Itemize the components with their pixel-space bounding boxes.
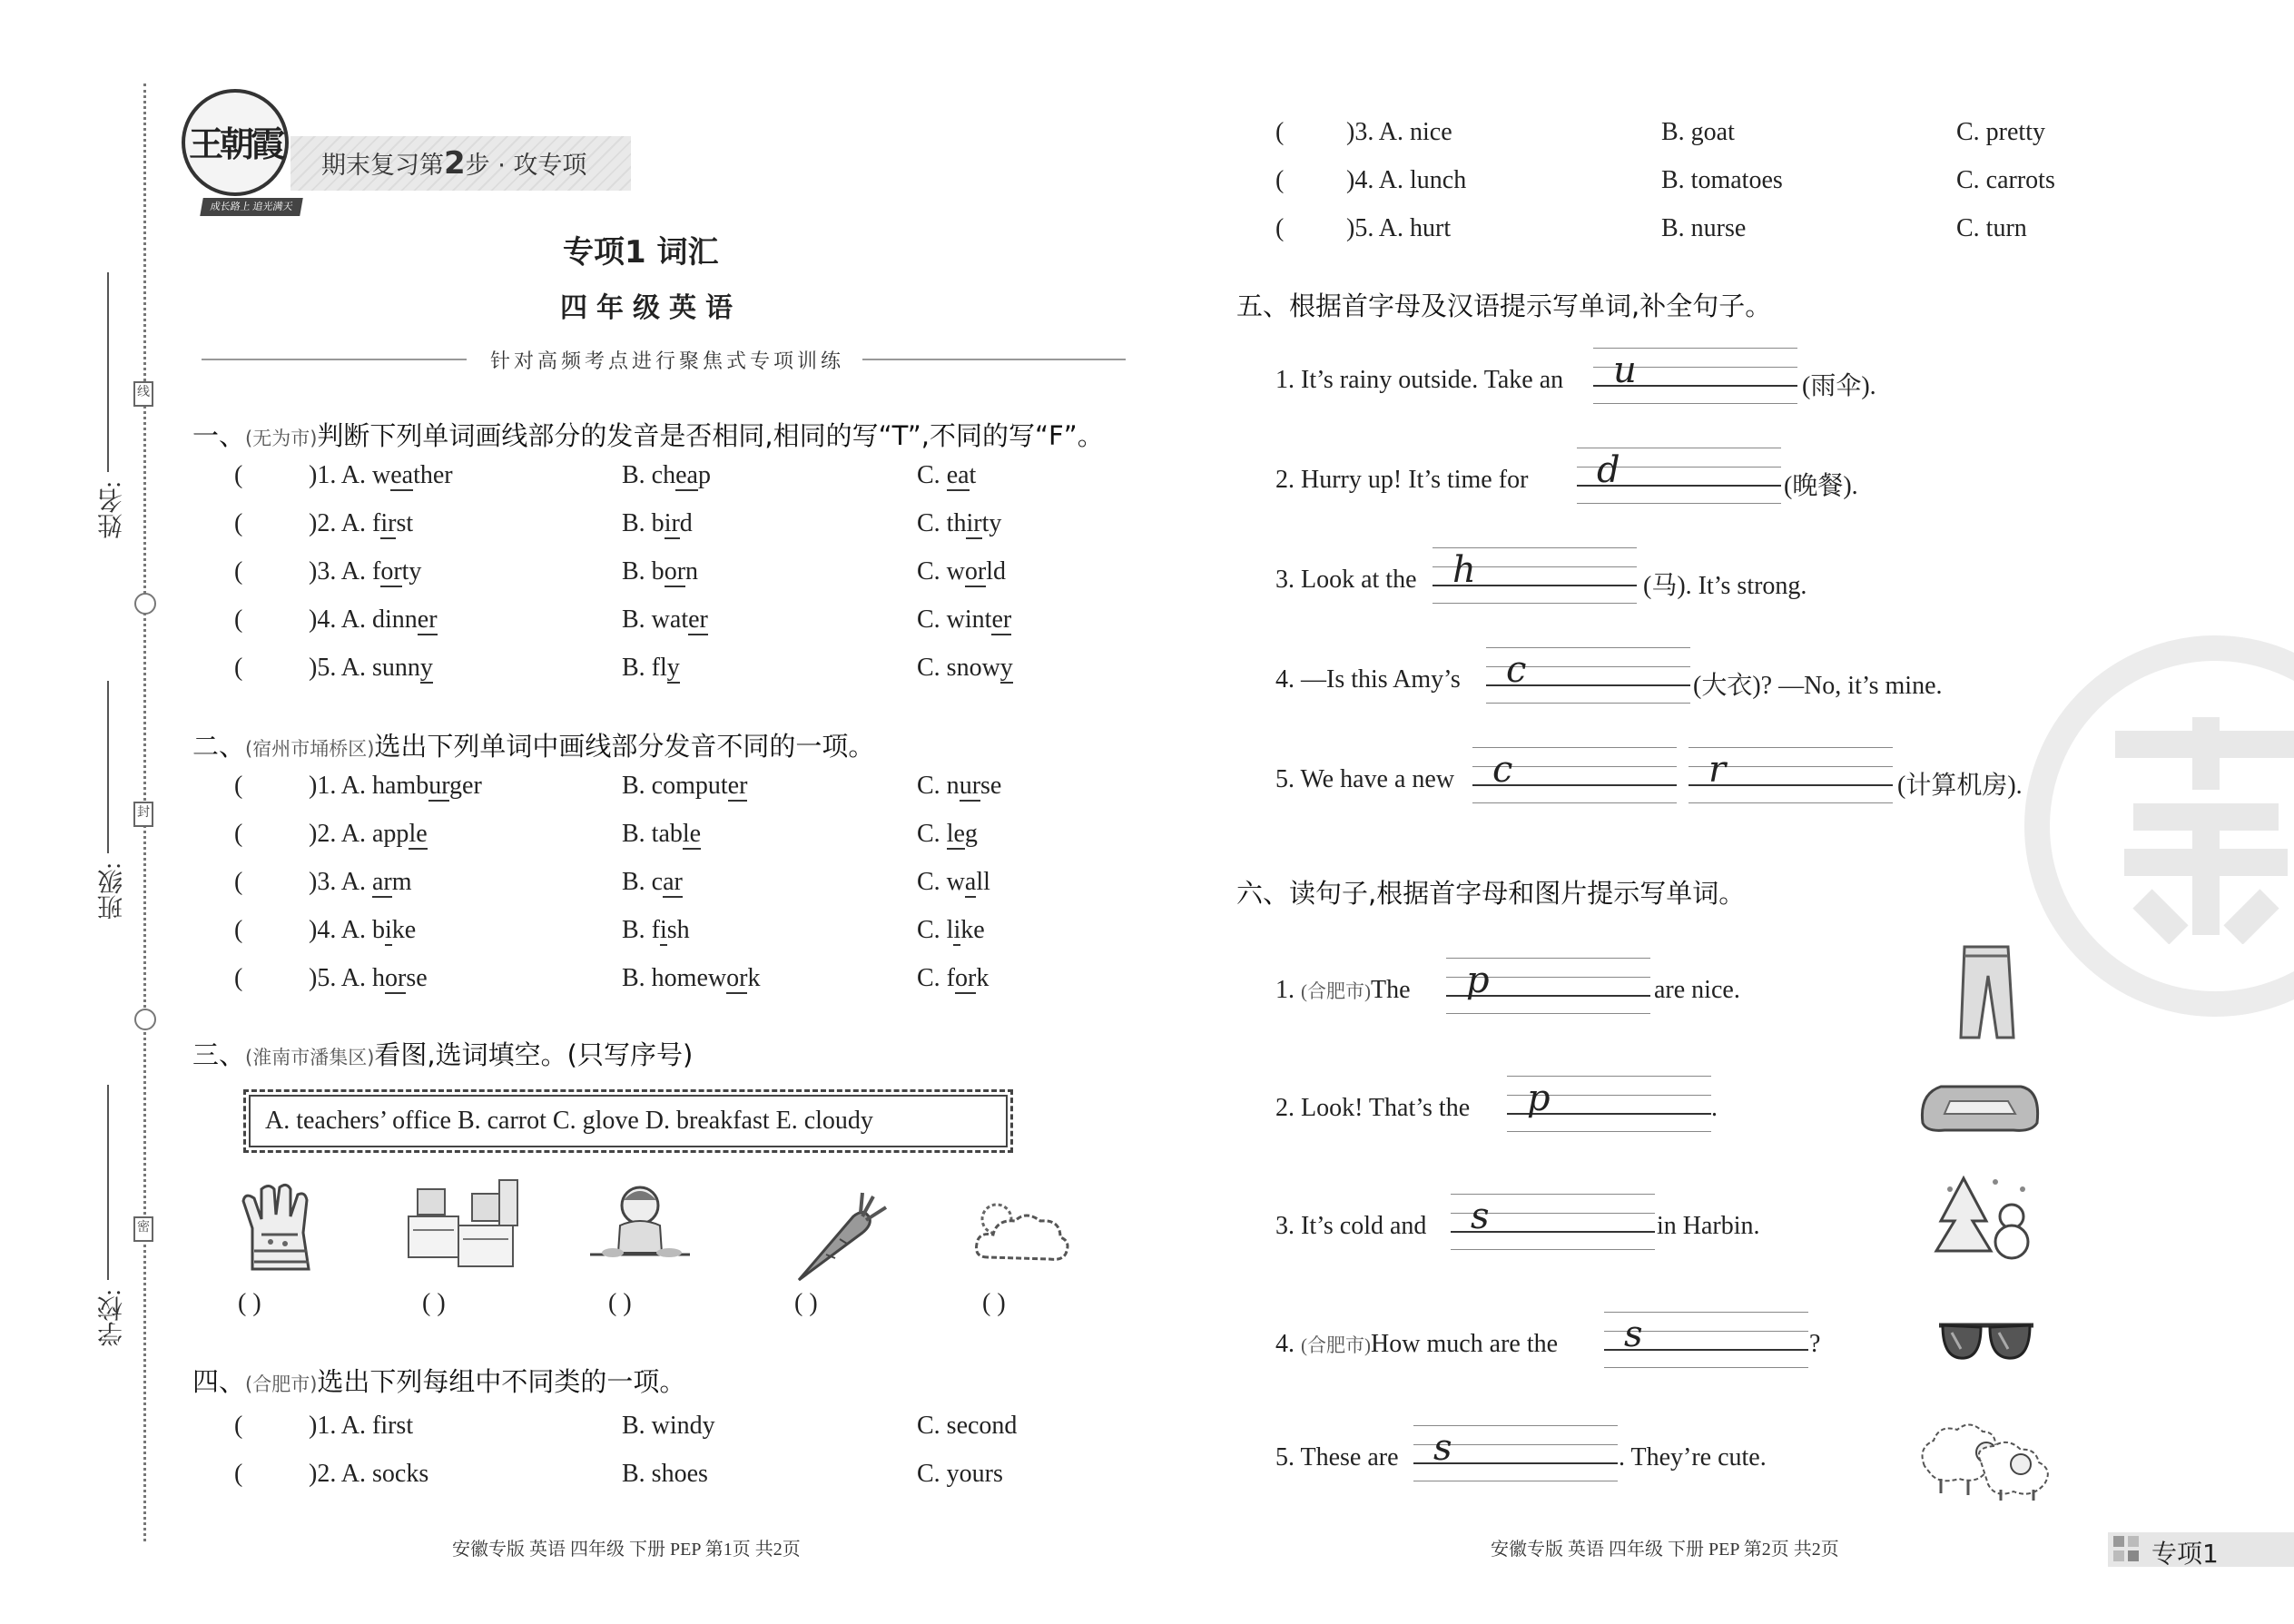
initial-letter: s — [1433, 1427, 1452, 1469]
sentence-text — [1275, 1212, 1426, 1241]
banner-text: 期末复习第2步 · 攻专项 — [321, 145, 587, 182]
question-number: )2. A. — [309, 820, 372, 848]
word-part: C. — [917, 820, 947, 848]
question-number: )1. A. — [309, 772, 372, 800]
word-part: ty — [401, 557, 422, 586]
sentence-start: 1. — [1275, 976, 1301, 1004]
initial-letter: p — [1527, 1078, 1551, 1119]
word-part: B. b — [622, 509, 665, 537]
underlined-letters: or — [380, 557, 402, 586]
corner-pattern-icon — [2113, 1536, 2144, 1563]
sentence-text: 2. Hurry up! It’s time for — [1275, 466, 1529, 494]
option-a: )1. A. first — [309, 1412, 414, 1440]
divider — [862, 359, 1126, 360]
option-a — [309, 461, 453, 490]
word-part: se — [980, 772, 1002, 800]
option-c — [917, 509, 1001, 538]
option-b — [622, 916, 690, 945]
word-part: C. f — [917, 964, 955, 992]
underlined-letters: or — [955, 964, 977, 992]
binding-hole — [134, 593, 156, 615]
word-part: C. w — [917, 557, 965, 586]
word-part: ger — [449, 772, 482, 800]
word-part: dinn — [372, 605, 418, 634]
source-tag: (合肥市) — [1301, 1334, 1371, 1356]
plate-picture — [1914, 1076, 2045, 1139]
word-part: C. l — [917, 916, 954, 944]
option-c: C. second — [917, 1412, 1018, 1440]
sentence-start: 2. Look! That’s the — [1275, 1094, 1471, 1122]
initial-letter: s — [1471, 1196, 1490, 1237]
section-2-heading: 二、(宿州市埇桥区)选出下列单词中画线部分发音不同的一项。 — [192, 731, 875, 762]
underlined-letters: y — [999, 654, 1013, 682]
footer-left: 安徽专版 英语 四年级 下册 PEP 第1页 共2页 — [452, 1540, 801, 1560]
option-c: C. carrots — [1956, 166, 2055, 194]
word-part: n — [685, 557, 699, 586]
answer-paren[interactable]: ( — [234, 1460, 281, 1488]
initial-letter: c — [1492, 749, 1513, 791]
answer-paren[interactable]: ( — [234, 772, 281, 800]
option-a: )5. A. hurt — [1346, 214, 1452, 242]
sentence-hint: (雨伞). — [1802, 372, 1876, 400]
word-part: ke — [960, 916, 985, 944]
option-c — [917, 557, 1006, 586]
sentence-middle: The — [1371, 976, 1411, 1004]
seal-mark-secret: 密 — [133, 1216, 153, 1242]
class-field[interactable] — [107, 681, 109, 853]
word-part: B. fl — [622, 654, 667, 682]
answer-paren[interactable]: ( — [234, 509, 281, 537]
question-number: )5. A. — [309, 964, 372, 992]
word-part: C. th — [917, 509, 967, 537]
option-a — [309, 557, 421, 586]
sentence-hint: (计算机房). — [1897, 772, 2023, 800]
word-part: B. wat — [622, 605, 689, 634]
sentence-text — [1275, 1330, 1558, 1359]
answer-paren[interactable]: ( ) — [794, 1289, 818, 1317]
underlined-letters: ea — [675, 461, 698, 489]
option-c — [917, 916, 985, 945]
word-part: C. snow — [917, 654, 1000, 682]
underlined-letters: ir — [380, 509, 397, 537]
initial-letter: d — [1597, 449, 1620, 491]
class-label: 班级: — [98, 862, 126, 920]
section-3-heading: 三、(淮南市潘集区)看图,选词填空。(只写序号) — [192, 1039, 694, 1070]
word-part: st — [396, 509, 414, 537]
option-b — [622, 964, 760, 993]
word-part: w — [372, 461, 391, 489]
sentence-text — [1275, 1443, 1399, 1472]
sentence-end: are nice. — [1654, 976, 1740, 1004]
word-part: hamb — [372, 772, 429, 800]
word-part: ty — [981, 509, 1002, 537]
corner-label: 专项1 — [2151, 1539, 2219, 1569]
sentence-end: ? — [1809, 1330, 1821, 1358]
option-b — [622, 820, 701, 849]
option-b — [622, 772, 747, 801]
option-a — [309, 772, 482, 801]
answer-paren[interactable]: ( — [234, 916, 281, 944]
option-a — [309, 820, 428, 849]
question-number: )4. A. — [309, 605, 372, 634]
sentence-text: 5. We have a new — [1275, 765, 1455, 793]
section-4-heading: 四、(合肥市)选出下列每组中不同类的一项。 — [192, 1366, 686, 1397]
answer-paren[interactable]: ( — [234, 820, 281, 848]
option-a — [309, 509, 413, 538]
option-b — [622, 868, 683, 897]
page-subtitle: 四年级英语 — [560, 292, 742, 324]
word-part: B. tab — [622, 820, 683, 848]
answer-paren[interactable]: ( — [234, 654, 281, 682]
sentence-text — [1275, 976, 1411, 1005]
option-b — [622, 509, 693, 538]
word-part: B. ch — [622, 461, 676, 489]
word-part: m — [391, 868, 412, 896]
word-part: b — [372, 916, 385, 944]
underlined-letters: le — [682, 820, 702, 848]
word-part: k — [976, 964, 989, 992]
word-part: C. w — [917, 868, 965, 896]
underlined-letters: ur — [959, 772, 981, 800]
option-a — [309, 916, 416, 945]
option-a: )4. A. lunch — [1346, 166, 1467, 194]
word-part: p — [697, 461, 711, 489]
word-part: t — [969, 461, 977, 489]
underlined-letters: ea — [390, 461, 414, 489]
answer-paren[interactable]: ( ) — [608, 1289, 632, 1317]
option-b — [622, 461, 711, 490]
word-part: f — [372, 557, 381, 586]
carrot-picture — [790, 1189, 890, 1284]
sentence-end: in Harbin. — [1657, 1212, 1760, 1240]
underlined-letters: ea — [946, 461, 970, 489]
word-bank: A. teachers’ office B. carrot C. glove D. breakfast E. cloudy — [265, 1107, 873, 1135]
option-c — [917, 772, 1001, 801]
option-a — [309, 605, 438, 635]
question-number: )5. A. — [309, 654, 372, 682]
answer-paren[interactable]: ( — [1275, 214, 1323, 242]
sentence-text: 4. —Is this Amy’s — [1275, 665, 1461, 694]
option-a — [309, 964, 428, 993]
underlined-letters: i — [953, 916, 961, 944]
option-b: B. goat — [1661, 118, 1735, 146]
divider — [202, 359, 467, 360]
sentence-end: . — [1711, 1094, 1718, 1122]
word-part: B. b — [622, 557, 665, 586]
option-b: B. tomatoes — [1661, 166, 1783, 194]
word-part: ld — [986, 557, 1007, 586]
word-part: d — [679, 509, 693, 537]
underlined-letters: ar — [372, 868, 392, 896]
initial-letter: h — [1452, 549, 1476, 591]
option-c — [917, 820, 978, 849]
option-a — [309, 654, 433, 683]
page-title: 专项1 词汇 — [563, 234, 719, 271]
word-part: C. n — [917, 772, 960, 800]
underlined-letters: or — [726, 964, 748, 992]
answer-paren[interactable]: ( — [1275, 118, 1323, 146]
underlined-letters: ar — [663, 868, 683, 896]
section-6-heading: 六、读句子,根据首字母和图片提示写单词。 — [1236, 878, 1746, 909]
option-c: C. pretty — [1956, 118, 2045, 146]
answer-paren[interactable]: ( — [234, 868, 281, 896]
underlined-letters: i — [385, 916, 392, 944]
answer-paren[interactable]: ( — [1275, 166, 1323, 194]
sentence-start: 4. — [1275, 1330, 1301, 1358]
school-field[interactable] — [107, 1085, 109, 1280]
source-tag: (合肥市) — [1301, 980, 1371, 1002]
word-part: B. f — [622, 916, 660, 944]
teachers-office-picture — [399, 1176, 527, 1275]
sentence-end: . They’re cute. — [1619, 1443, 1767, 1471]
word-part: B. c — [622, 868, 664, 896]
sentence-hint: (晚餐). — [1784, 472, 1858, 500]
breakfast-picture — [586, 1180, 694, 1280]
answer-paren[interactable]: ( ) — [422, 1289, 446, 1317]
underlined-letters: er — [727, 772, 748, 800]
underlined-letters: ir — [966, 509, 982, 537]
word-part: f — [372, 509, 381, 537]
option-b — [622, 605, 708, 635]
underlined-letters: le — [946, 820, 965, 848]
sentence-middle: How much are the — [1371, 1330, 1559, 1358]
word-part: se — [406, 964, 428, 992]
option-a: )2. A. socks — [309, 1460, 429, 1488]
word-part: sunn — [372, 654, 420, 682]
initial-letter: c — [1506, 649, 1527, 691]
answer-paren[interactable]: ( ) — [238, 1289, 261, 1317]
word-part: ll — [976, 868, 990, 896]
underlined-letters: or — [385, 964, 407, 992]
answer-paren[interactable]: ( — [234, 557, 281, 586]
word-part: app — [372, 820, 409, 848]
underlined-letters: a — [964, 868, 977, 896]
initial-letter: r — [1708, 749, 1727, 791]
answer-paren[interactable]: ( — [234, 605, 281, 634]
word-part: ke — [391, 916, 417, 944]
underlined-letters: y — [419, 654, 433, 682]
option-c: C. yours — [917, 1460, 1003, 1488]
option-b: B. windy — [622, 1412, 715, 1440]
brand-name: 王朝霞 — [188, 123, 281, 164]
glove-picture — [234, 1178, 325, 1278]
pants-picture — [1952, 940, 2024, 1044]
school-label: 学校: — [98, 1289, 126, 1347]
brand-ribbon: 成长路上 追光满天 — [200, 198, 303, 216]
section-1-heading: 一、(无为市)判断下列单词画线部分的发音是否相同,相同的写“T”,不同的写“F”。 — [192, 420, 1104, 451]
initial-letter: s — [1624, 1314, 1643, 1355]
option-c — [917, 964, 989, 993]
answer-paren[interactable]: ( ) — [982, 1289, 1006, 1317]
name-label: 姓名: — [98, 481, 126, 539]
option-c — [917, 461, 976, 490]
sheep-picture — [1914, 1412, 2063, 1502]
word-part: sh — [666, 916, 690, 944]
sentence-text: 1. It’s rainy outside. Take an — [1275, 366, 1564, 394]
seal-mark-seal: 封 — [133, 802, 153, 827]
initial-letter: p — [1466, 960, 1490, 1001]
answer-paren[interactable]: ( — [234, 461, 281, 489]
underlined-letters: i — [660, 916, 667, 944]
sentence-text — [1275, 1094, 1470, 1123]
underlined-letters: er — [991, 605, 1012, 634]
word-part: k — [747, 964, 761, 992]
underlined-letters: er — [688, 605, 708, 634]
option-b: B. shoes — [622, 1460, 708, 1488]
question-number: )4. A. — [309, 916, 372, 944]
snowy-picture — [1932, 1171, 2036, 1262]
binding-hole — [134, 1009, 156, 1030]
option-c — [917, 654, 1013, 683]
answer-paren[interactable]: ( — [234, 1412, 281, 1440]
footer-right: 安徽专版 英语 四年级 下册 PEP 第2页 共2页 — [1491, 1540, 1839, 1560]
option-a: )3. A. nice — [1346, 118, 1452, 146]
option-b: B. nurse — [1661, 214, 1747, 242]
sentence-hint: (马). It’s strong. — [1643, 572, 1807, 600]
underlined-letters: ir — [664, 509, 680, 537]
tagline: 针对高频考点进行聚焦式专项训练 — [490, 350, 845, 373]
underlined-letters: le — [409, 820, 428, 848]
option-c — [917, 605, 1011, 635]
option-b — [622, 654, 680, 683]
underlined-letters: ur — [428, 772, 450, 800]
sentence-start: 5. These are — [1275, 1443, 1399, 1471]
sunglasses-picture — [1934, 1314, 2038, 1369]
underlined-letters: or — [664, 557, 686, 586]
option-a — [309, 868, 412, 897]
option-b — [622, 557, 698, 586]
question-number: )2. A. — [309, 509, 372, 537]
word-part: ther — [413, 461, 453, 489]
section-5-heading: 五、根据首字母及汉语提示写单词,补全句子。 — [1236, 290, 1772, 321]
word-part: C. — [917, 461, 947, 489]
name-field[interactable] — [107, 272, 109, 472]
word-part: g — [964, 820, 978, 848]
sentence-start: 3. It’s cold and — [1275, 1212, 1427, 1240]
answer-paren[interactable]: ( — [234, 964, 281, 992]
word-part: B. comput — [622, 772, 728, 800]
underlined-letters: or — [964, 557, 987, 586]
initial-letter: u — [1613, 349, 1637, 391]
word-part: B. homew — [622, 964, 727, 992]
question-number: )1. A. — [309, 461, 372, 489]
sentence-hint: (大衣)? —No, it’s mine. — [1693, 672, 1943, 700]
option-c — [917, 868, 990, 897]
seal-mark-line: 线 — [133, 381, 153, 407]
option-c: C. turn — [1956, 214, 2027, 242]
word-part: h — [372, 964, 385, 992]
word-part: C. wint — [917, 605, 992, 634]
watermark-glyph — [2088, 708, 2294, 944]
underlined-letters: y — [666, 654, 680, 682]
underlined-letters: er — [417, 605, 438, 634]
question-number: )3. A. — [309, 868, 372, 896]
sentence-text: 3. Look at the — [1275, 566, 1417, 594]
question-number: )3. A. — [309, 557, 372, 586]
cloudy-picture — [970, 1194, 1074, 1275]
